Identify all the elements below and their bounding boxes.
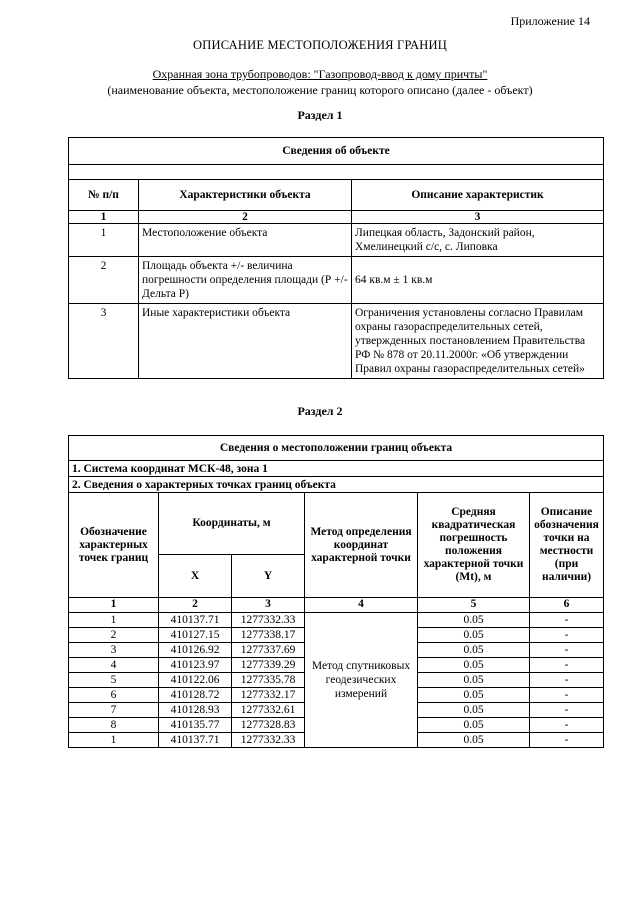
point-x: 410128.93 xyxy=(159,703,232,718)
appendix-label: Приложение 14 xyxy=(510,14,590,28)
point-error: 0.05 xyxy=(418,733,530,748)
row-number: 3 xyxy=(69,304,139,379)
point-y: 1277338.17 xyxy=(232,628,305,643)
col-header-error: Средняя квадратическая погрешность положения характерной точки (Mt), м xyxy=(418,493,530,598)
object-info-caption: Сведения об объекте xyxy=(69,138,604,165)
row-characteristic: Иные характеристики объекта xyxy=(139,304,352,379)
point-description: - xyxy=(530,643,604,658)
col-header-desc: Описание обозначения точки на местности (при наличии) xyxy=(530,493,604,598)
col-header-method: Метод определения координат характерной точки xyxy=(305,493,418,598)
point-description: - xyxy=(530,628,604,643)
point-error: 0.05 xyxy=(418,643,530,658)
col-number: 3 xyxy=(352,211,604,224)
table-row xyxy=(69,304,604,379)
row-description: Ограничения установлены согласно Правилам охраны газораспределительных сетей, утвержденных постановлением Правительства РФ № 878 от 20.11.2000г. «Об утверждении Правил охраны газораспределительных сетей» xyxy=(352,304,604,379)
boundary-caption: Сведения о местоположении границ объекта xyxy=(69,436,604,461)
point-id: 8 xyxy=(69,718,159,733)
table-row xyxy=(69,257,604,304)
col-header-characteristic: Характеристики объекта xyxy=(139,180,352,211)
point-error: 0.05 xyxy=(418,673,530,688)
point-description: - xyxy=(530,688,604,703)
point-x: 410122.06 xyxy=(159,673,232,688)
point-x: 410128.72 xyxy=(159,688,232,703)
row-number: 1 xyxy=(69,224,139,257)
method-cell: Метод спутниковых геодезических измерений xyxy=(305,613,418,748)
point-description: - xyxy=(530,658,604,673)
point-y: 1277335.78 xyxy=(232,673,305,688)
point-error: 0.05 xyxy=(418,613,530,628)
col-header-description: Описание характеристик xyxy=(352,180,604,211)
point-x: 410123.97 xyxy=(159,658,232,673)
point-x: 410126.92 xyxy=(159,643,232,658)
point-y: 1277332.61 xyxy=(232,703,305,718)
row-characteristic: Площадь объекта +/- величина погрешности определения площади (Р +/- Дельта Р) xyxy=(139,257,352,304)
point-x: 410137.71 xyxy=(159,733,232,748)
point-description: - xyxy=(530,613,604,628)
col-header-y: Y xyxy=(232,555,305,598)
point-error: 0.05 xyxy=(418,703,530,718)
point-y: 1277339.29 xyxy=(232,658,305,673)
table-row xyxy=(69,224,604,257)
col-number: 1 xyxy=(69,211,139,224)
col-number: 2 xyxy=(139,211,352,224)
object-info-table xyxy=(68,137,604,379)
object-subtitle: (наименование объекта, местоположение границ которого описано (далее - объект) xyxy=(107,83,533,97)
row-description: 64 кв.м ± 1 кв.м xyxy=(352,257,604,304)
col-number: 5 xyxy=(418,598,530,613)
point-id: 5 xyxy=(69,673,159,688)
col-number: 4 xyxy=(305,598,418,613)
document-title: ОПИСАНИЕ МЕСТОПОЛОЖЕНИЯ ГРАНИЦ xyxy=(193,38,447,52)
coordinate-system: 1. Система координат МСК-48, зона 1 xyxy=(69,461,604,477)
section-2-label: Раздел 2 xyxy=(297,404,343,418)
points-caption: 2. Сведения о характерных точках границ объекта xyxy=(69,477,604,493)
col-number: 3 xyxy=(232,598,305,613)
zone-name: Охранная зона трубопроводов: "Газопровод-ввод к дому причты" xyxy=(152,67,488,81)
point-y: 1277332.17 xyxy=(232,688,305,703)
point-x: 410135.77 xyxy=(159,718,232,733)
point-id: 6 xyxy=(69,688,159,703)
point-id: 4 xyxy=(69,658,159,673)
point-id: 1 xyxy=(69,613,159,628)
point-y: 1277332.33 xyxy=(232,733,305,748)
point-description: - xyxy=(530,673,604,688)
table-row xyxy=(69,613,604,628)
point-description: - xyxy=(530,733,604,748)
point-error: 0.05 xyxy=(418,688,530,703)
point-error: 0.05 xyxy=(418,718,530,733)
point-id: 7 xyxy=(69,703,159,718)
col-header-x: X xyxy=(159,555,232,598)
point-y: 1277337.69 xyxy=(232,643,305,658)
row-characteristic: Местоположение объекта xyxy=(139,224,352,257)
row-number: 2 xyxy=(69,257,139,304)
point-y: 1277328.83 xyxy=(232,718,305,733)
point-description: - xyxy=(530,703,604,718)
point-id: 2 xyxy=(69,628,159,643)
col-number: 6 xyxy=(530,598,604,613)
point-id: 1 xyxy=(69,733,159,748)
col-number: 2 xyxy=(159,598,232,613)
col-header-number: № п/п xyxy=(69,180,139,211)
point-id: 3 xyxy=(69,643,159,658)
point-x: 410137.71 xyxy=(159,613,232,628)
point-x: 410127.15 xyxy=(159,628,232,643)
boundary-points-table xyxy=(68,435,604,748)
col-number: 1 xyxy=(69,598,159,613)
spacer-cell xyxy=(69,165,604,180)
point-error: 0.05 xyxy=(418,628,530,643)
row-description: Липецкая область, Задонский район, Хмелинецкий с/с, с. Липовка xyxy=(352,224,604,257)
section-1-label: Раздел 1 xyxy=(297,108,343,122)
col-header-coords: Координаты, м xyxy=(159,493,305,555)
point-error: 0.05 xyxy=(418,658,530,673)
point-y: 1277332.33 xyxy=(232,613,305,628)
col-header-point: Обозначение характерных точек границ xyxy=(69,493,159,598)
point-description: - xyxy=(530,718,604,733)
